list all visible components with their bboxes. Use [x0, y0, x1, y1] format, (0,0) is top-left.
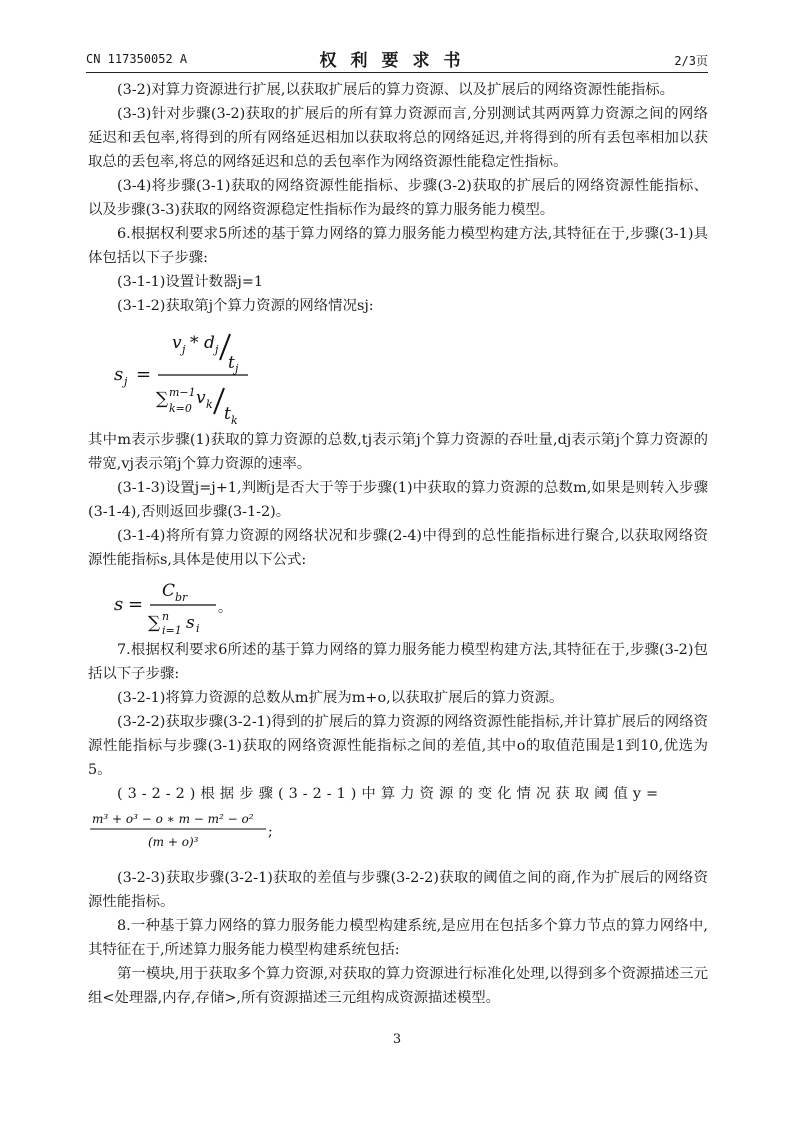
svg-text:∑: ∑: [148, 613, 161, 633]
svg-text:k: k: [231, 414, 238, 427]
claim-paragraph: 7.根据权利要求6所述的基于算力网络的算力服务能力模型构建方法,其特征在于,步骤(3-2)包括以下子步骤:: [88, 642, 708, 682]
page-indicator: 2/3页: [674, 54, 708, 68]
svg-text:m³ + o³ − o ∗ m − m² − o²: m³ + o³ − o ∗ m − m² − o²: [92, 812, 254, 826]
patent-number: CN 117350052 A: [86, 52, 188, 66]
formula-sj: [88, 318, 708, 428]
svg-text:k=0: k=0: [169, 402, 192, 415]
svg-text:C: C: [162, 581, 176, 601]
svg-text:=: =: [136, 364, 152, 385]
claim-paragraph: 第一模块,用于获取多个算力资源,对获取的算力资源进行标准化处理,以得到多个资源描述三元组<处理器,内存,存储>,所有资源描述三元组构成资源描述模型。: [88, 966, 708, 1006]
svg-text:j: j: [235, 362, 239, 375]
svg-text:j: j: [215, 343, 219, 356]
claim-paragraph: (3-2-1)将算力资源的总数从m扩展为m+o,以获取扩展后的算力资源。: [117, 690, 564, 706]
svg-text:∑: ∑: [156, 389, 169, 409]
claim-paragraph: (3-2)对算力资源进行扩展,以获取扩展后的算力资源、以及扩展后的网络资源性能指标。: [117, 82, 675, 98]
svg-text:br: br: [175, 591, 188, 604]
svg-text:*: *: [190, 333, 199, 353]
claim-paragraph: 6.根据权利要求5所述的基于算力网络的算力服务能力模型构建方法,其特征在于,步骤(3-1)具体包括以下子步骤:: [88, 226, 708, 266]
claims-body: [88, 78, 708, 1010]
svg-text:m−1: m−1: [169, 386, 196, 399]
formula-s-svg: [88, 572, 328, 638]
claim-paragraph: (3-1-1)设置计数器j=1: [117, 274, 264, 290]
header-rule: [86, 72, 708, 73]
document-title: 权利要求书: [319, 51, 475, 71]
svg-text:(m + o)³: (m + o)³: [148, 835, 199, 849]
svg-text:i: i: [196, 622, 200, 635]
svg-text:s: s: [114, 364, 124, 385]
formula-s: [88, 572, 708, 638]
formula-sj-svg: [88, 318, 348, 428]
svg-text:k: k: [206, 398, 213, 411]
claim-paragraph: (3-1-4)将所有算力资源的网络状况和步骤(2-4)中得到的总性能指标进行聚合,以获取网络资源性能指标s,具体是使用以下公式:: [88, 528, 708, 568]
svg-text:d: d: [204, 333, 215, 353]
claim-paragraph: (3-2-2)根据步骤(3-2-1)中算力资源的变化情况获取阈值y=: [117, 786, 664, 802]
claim-paragraph: (3-1-3)设置j=j+1,判断j是否大于等于步骤(1)中获取的算力资源的总数m,如果是则转入步骤(3-1-4),否则返回步骤(3-1-2)。: [88, 480, 708, 520]
claim-paragraph: (3-2-3)获取步骤(3-2-1)获取的差值与步骤(3-2-2)获取的阈值之间的商,作为扩展后的网络资源性能指标。: [88, 870, 708, 910]
svg-text:。: 。: [218, 600, 232, 616]
page-header: [86, 46, 708, 72]
claim-paragraph: (3-1-2)获取第j个算力资源的网络情况sj:: [117, 298, 374, 314]
formula-y-svg: [88, 806, 388, 854]
svg-text:n: n: [162, 610, 170, 623]
claim-paragraph: 8.一种基于算力网络的算力服务能力模型构建系统,是应用在包括多个算力节点的算力网络中,其特征在于,所述算力服务能力模型构建系统包括:: [88, 918, 708, 958]
formula-y: [88, 806, 708, 866]
claim-paragraph: 其中m表示步骤(1)获取的算力资源的总数,tj表示第j个算力资源的吞吐量,dj表示第j个算力资源的带宽,vj表示第j个算力资源的速率。: [88, 432, 708, 472]
svg-text:v: v: [196, 388, 206, 408]
svg-text:s: s: [186, 613, 195, 633]
svg-text:=: =: [128, 594, 144, 615]
svg-text:t: t: [224, 404, 231, 424]
svg-text:j: j: [182, 343, 186, 356]
svg-text:t: t: [228, 353, 235, 373]
claim-paragraph: (3-4)将步骤(3-1)获取的网络资源性能指标、步骤(3-2)获取的扩展后的网络资源性能指标、以及步骤(3-3)获取的网络资源稳定性指标作为最终的算力服务能力模型。: [88, 178, 708, 218]
svg-text:;: ;: [268, 824, 273, 840]
page-number: 3: [392, 1032, 402, 1047]
svg-text:v: v: [172, 333, 182, 353]
claim-paragraph: (3-2-2)获取步骤(3-2-1)得到的扩展后的算力资源的网络资源性能指标,并计算扩展后的网络资源性能指标与步骤(3-1)获取的网络资源性能指标之间的差值,其中o的取值范围是1到10,优选为5。: [88, 714, 708, 778]
claim-paragraph: (3-3)针对步骤(3-2)获取的扩展后的所有算力资源而言,分别测试其两两算力资源之间的网络延迟和丢包率,将得到的所有网络延迟相加以获取将总的网络延迟,并将得到的所有丢包率相加以获取总的丢包率,将总的网络延迟和总的丢包率作为网络资源性能稳定性指标。: [88, 106, 708, 170]
svg-text:j: j: [124, 375, 128, 388]
svg-text:s: s: [114, 594, 124, 615]
svg-text:i=1: i=1: [162, 624, 182, 637]
